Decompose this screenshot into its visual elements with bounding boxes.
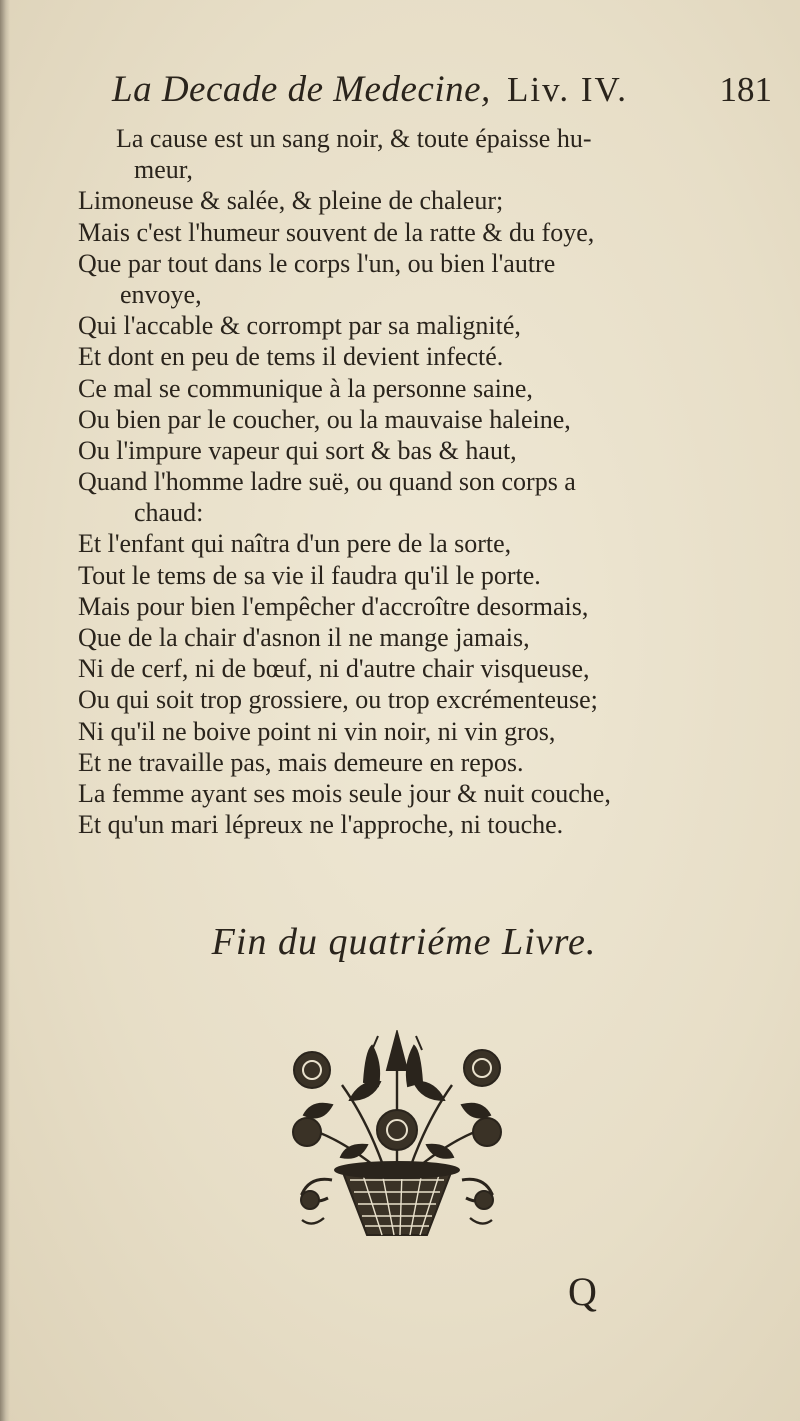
verse-line: La femme ayant ses mois seule jour & nuit couche, [78,778,611,808]
verse-line: Que de la chair d'asnon il ne mange jamais, [78,623,530,652]
verse-line: Et qu'un mari lépreux ne l'approche, ni touche. [78,810,564,840]
verse-line: Mais pour bien l'empêcher d'accroître desormais, [78,591,589,621]
verse-line: Ou l'impure vapeur qui sort & bas & haut, [78,435,517,465]
verse-line: Mais c'est l'humeur souvent de la ratte & du foye, [78,217,595,247]
verse-line: Quand l'homme ladre suë, ou quand son corps a [78,467,576,497]
verse-line: Ou bien par le coucher, ou la mauvaise haleine, [78,404,571,434]
running-title: La Decade de Medecine, [112,69,491,110]
verse-line: Qui l'accable & corrompt par sa malignité, [78,311,521,341]
verse-line: Et ne travaille pas, mais demeure en repos. [78,747,524,777]
verse-line: Et l'enfant qui naîtra d'un pere de la sorte, [78,529,512,559]
page-binding-edge [0,0,10,1421]
verse-line: Tout le tems de sa vie il faudra qu'il le porte. [78,560,541,590]
verse-line: Limoneuse & salée, & pleine de chaleur; [78,186,504,216]
verse-line: Ou qui soit trop grossiere, ou trop excrémenteuse; [78,685,598,715]
end-of-book-title: Fin du quatriéme Livre. [211,921,597,963]
verse-line: Ce mal se communique à la personne saine, [78,373,533,403]
verse-line: Ni de cerf, ni de bœuf, ni d'autre chair visqueuse, [78,654,590,684]
flower-basket-ornament-icon [272,1030,517,1240]
verse-line: envoye, [120,279,202,309]
verse-line: Ni qu'il ne boive point ni vin noir, ni vin gros, [78,716,556,746]
page-number: 181 [719,70,772,109]
verse-line: Que par tout dans le corps l'un, ou bien l'autre [78,248,556,278]
verse-line: meur, [134,155,193,185]
page-header [112,68,772,118]
verse-text [78,123,738,840]
verse-line: La cause est un sang noir, & toute épaisse hu- [116,124,592,153]
book-reference: Liv. IV. [507,70,628,109]
verse-line: Et dont en peu de tems il devient infecté. [78,342,504,372]
catchword: Q [568,1269,597,1314]
verse-line: chaud: [134,498,204,528]
